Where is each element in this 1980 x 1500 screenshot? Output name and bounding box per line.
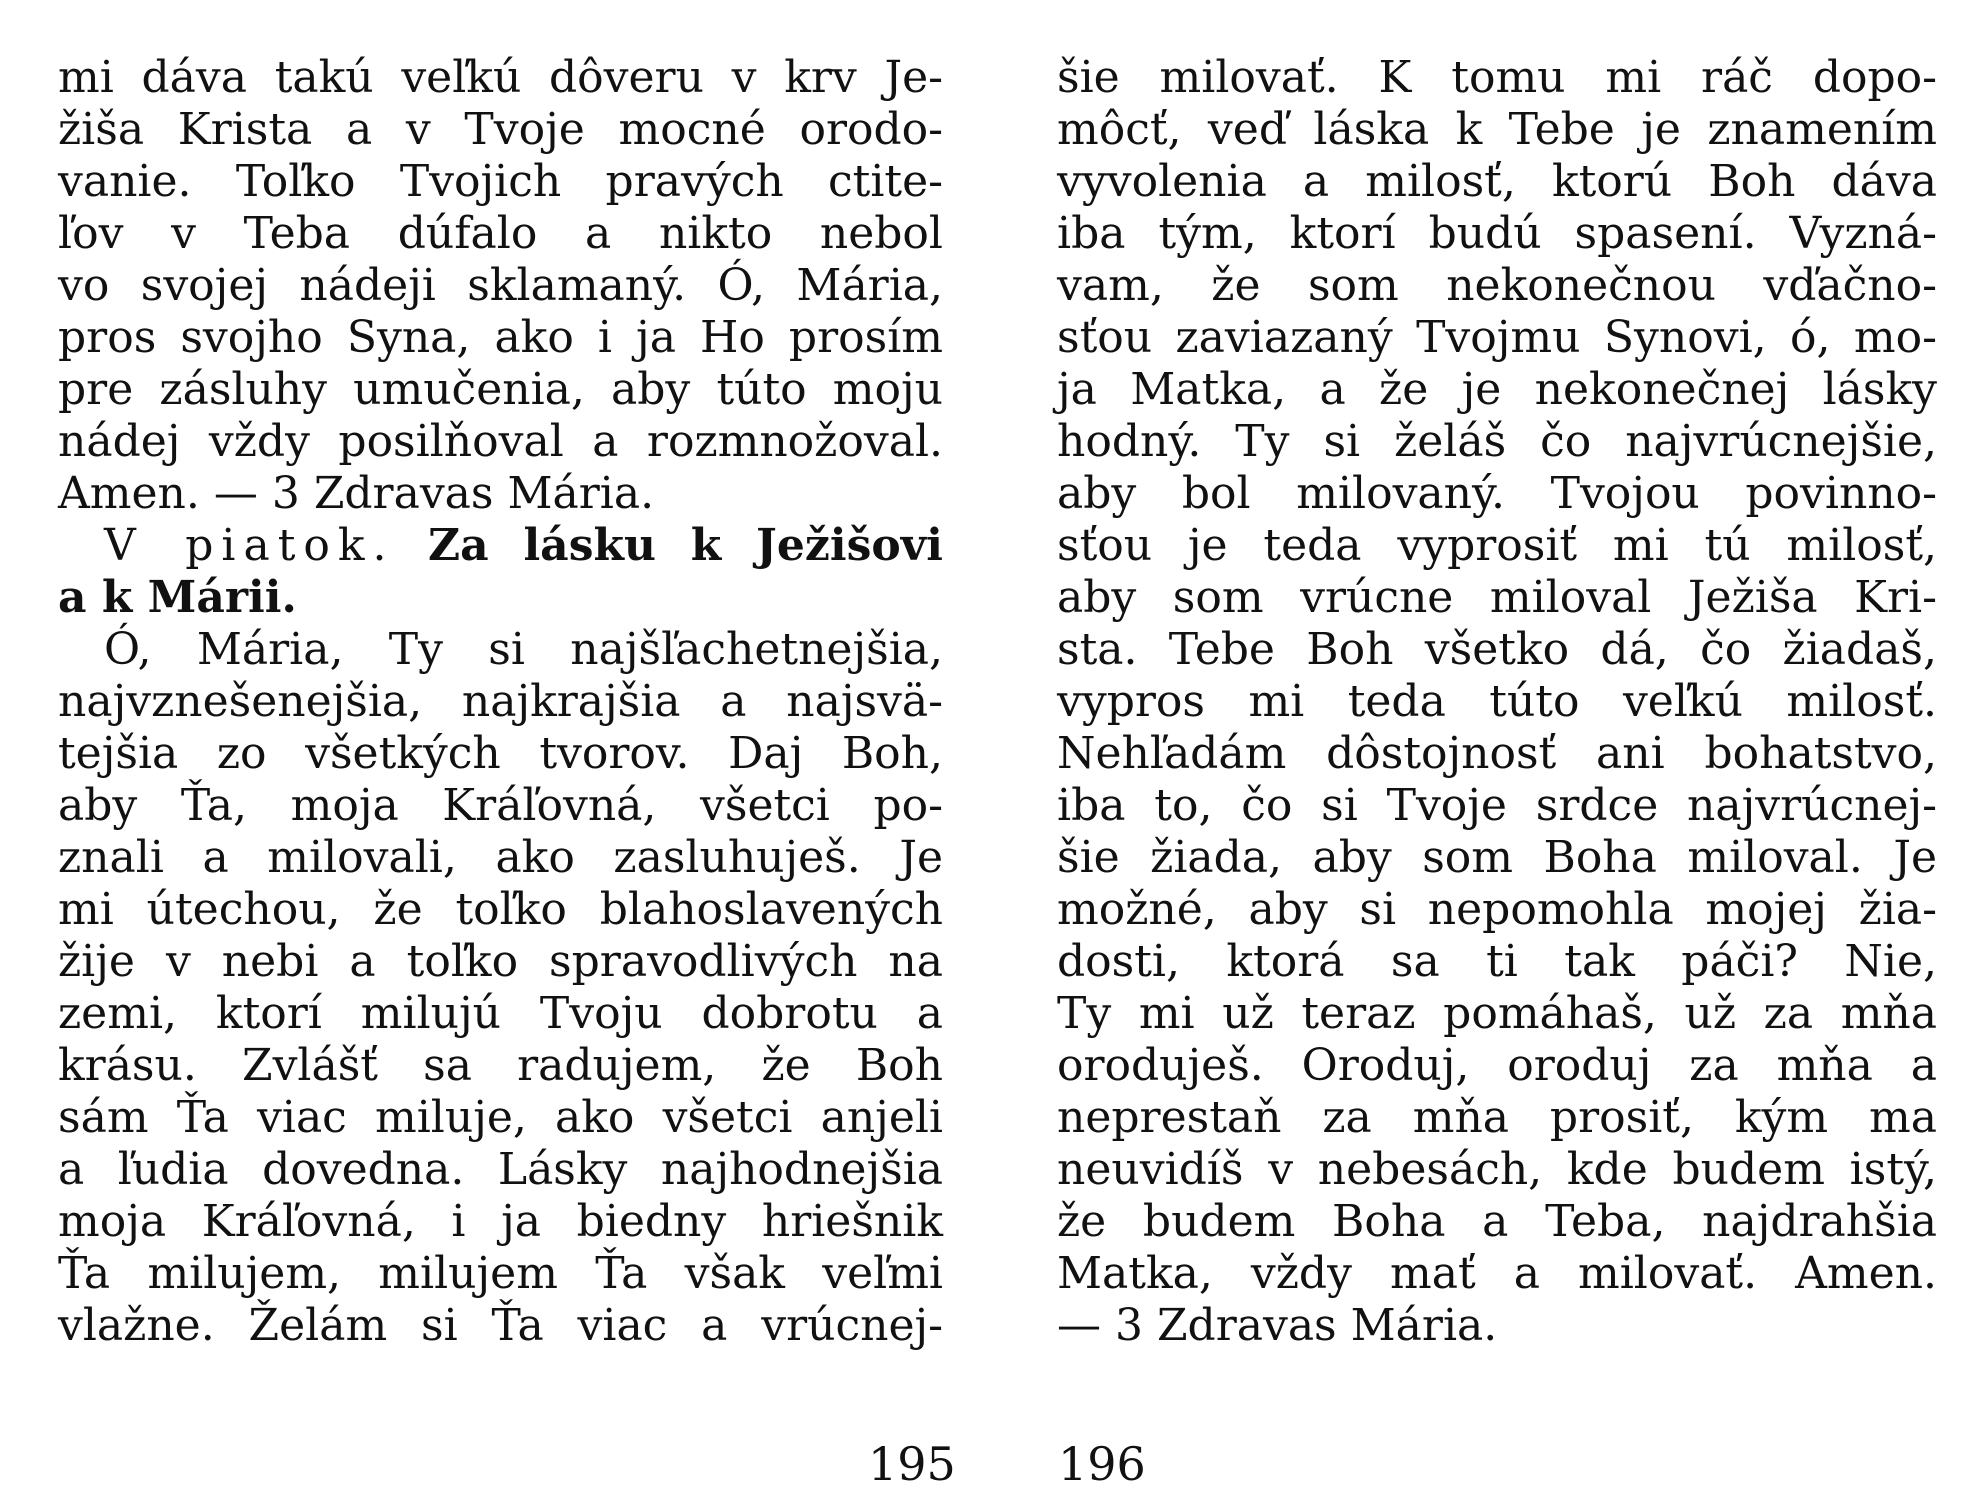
text-line: moja Kráľovná, i ja biedny hriešnik — [58, 1196, 943, 1247]
text-line: šie milovať. K tomu mi ráč dopo- — [1057, 52, 1937, 103]
text-line: Ťa milujem, milujem Ťa však veľmi — [58, 1248, 943, 1299]
text-line: ja Matka, a že je nekonečnej lásky — [1057, 364, 1937, 415]
text-line: sťou zaviazaný Tvojmu Synovi, ó, mo- — [1057, 312, 1937, 363]
text-line: najvznešenejšia, najkrajšia a najsvä- — [58, 676, 943, 727]
heading-day-label: V piatok. — [104, 520, 395, 571]
left-page — [58, 52, 943, 1352]
text-line: sťou je teda vyprosiť mi tú milosť, — [1057, 520, 1937, 571]
text-line: Amen. — 3 Zdravas Mária. — [58, 468, 655, 519]
text-line: vanie. Toľko Tvojich pravých ctite- — [58, 156, 943, 207]
text-line: sám Ťa viac miluje, ako všetci anjeli — [58, 1092, 943, 1143]
page-number-left: 195 — [868, 1437, 956, 1491]
text-line: Ty mi už teraz pomáhaš, už za mňa — [1057, 988, 1937, 1039]
text-line: znali a milovali, ako zasluhuješ. Je — [58, 832, 943, 883]
text-line: hodný. Ty si želáš čo najvrúcnejšie, — [1057, 416, 1937, 467]
text-line: neprestaň za mňa prosiť, kým ma — [1057, 1092, 1937, 1143]
text-line: aby bol milovaný. Tvojou povinno- — [1057, 468, 1937, 519]
section-heading — [58, 520, 943, 572]
text-line: dosti, ktorá sa ti tak páči? Nie, — [1057, 936, 1937, 987]
page-number-right: 196 — [1058, 1437, 1146, 1491]
text-line: že budem Boha a Teba, najdrahšia — [1057, 1196, 1937, 1247]
text-line: vlažne. Želám si Ťa viac a vrúcnej- — [58, 1300, 943, 1351]
text-line: môcť, veď láska k Tebe je znamením — [1057, 104, 1937, 155]
text-line: zemi, ktorí milujú Tvoju dobrotu a — [58, 988, 943, 1039]
text-line: šie žiada, aby som Boha miloval. Je — [1057, 832, 1937, 883]
text-line: pros svojho Syna, ako i ja Ho prosím — [58, 312, 943, 363]
text-line: nádej vždy posilňoval a rozmnožoval. — [58, 416, 943, 467]
text-line: tejšia zo všetkých tvorov. Daj Boh, — [58, 728, 943, 779]
text-line: žiša Krista a v Tvoje mocné orodo- — [58, 104, 943, 155]
text-line: Ó, Mária, Ty si najšľachetnejšia, — [104, 624, 943, 675]
text-line: iba to, čo si Tvoje srdce najvrúcnej- — [1057, 780, 1937, 831]
text-line: vam, že som nekonečnou vďačno- — [1057, 260, 1937, 311]
heading-title: Za lásku k Ježišovi — [428, 520, 943, 571]
text-line: — 3 Zdravas Mária. — [1057, 1300, 1498, 1351]
text-line: vypros mi teda túto veľkú milosť. — [1057, 676, 1937, 727]
text-line: možné, aby si nepomohla mojej žia- — [1057, 884, 1937, 935]
text-line: krásu. Zvlášť sa radujem, že Boh — [58, 1040, 943, 1091]
text-line: ľov v Teba dúfalo a nikto nebol — [58, 208, 943, 259]
text-line: sta. Tebe Boh všetko dá, čo žiadaš, — [1057, 624, 1937, 675]
text-line: a ľudia dovedna. Lásky najhodnejšia — [58, 1144, 943, 1195]
text-line: oroduješ. Oroduj, oroduj za mňa a — [1057, 1040, 1937, 1091]
text-line: mi útechou, že toľko blahoslavených — [58, 884, 943, 935]
text-line: iba tým, ktorí budú spasení. Vyzná- — [1057, 208, 1937, 259]
text-line: aby som vrúcne miloval Ježiša Kri- — [1057, 572, 1937, 623]
text-line: neuvidíš v nebesách, kde budem istý, — [1057, 1144, 1937, 1195]
right-page — [1057, 52, 1937, 1352]
text-line: vyvolenia a milosť, ktorú Boh dáva — [1057, 156, 1937, 207]
text-line: pre zásluhy umučenia, aby túto moju — [58, 364, 943, 415]
text-line: žije v nebi a toľko spravodlivých na — [58, 936, 943, 987]
text-line: Nehľadám dôstojnosť ani bohatstvo, — [1057, 728, 1937, 779]
text-line: vo svojej nádeji sklamaný. Ó, Mária, — [58, 260, 943, 311]
text-line: Matka, vždy mať a milovať. Amen. — [1057, 1248, 1937, 1299]
text-line: mi dáva takú veľkú dôveru v krv Je- — [58, 52, 943, 103]
heading-title-continued: a k Márii. — [58, 572, 297, 623]
text-line: aby Ťa, moja Kráľovná, všetci po- — [58, 780, 943, 831]
